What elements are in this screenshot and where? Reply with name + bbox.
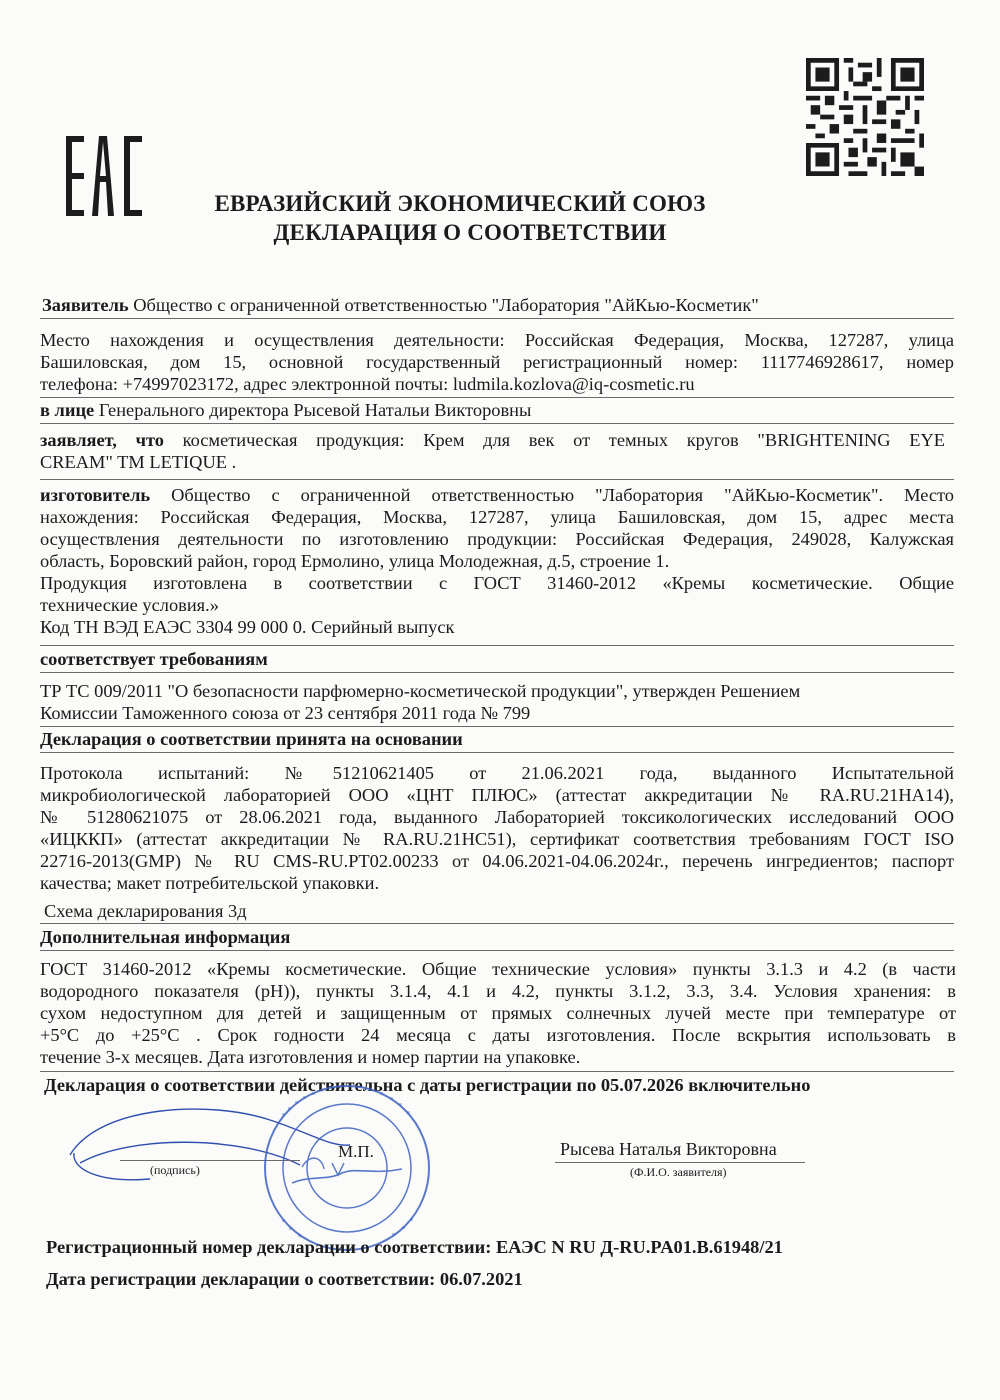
declaration-title: ДЕКЛАРАЦИЯ О СООТВЕТСТВИИ [273, 220, 667, 245]
divider [40, 726, 954, 727]
qr-code [806, 58, 924, 176]
basis-label: Декларация о соответствии принята на основании [40, 729, 463, 749]
signer-name: Рысева Наталья Викторовна [560, 1139, 777, 1159]
divider [40, 950, 954, 951]
registration-date: Дата регистрации декларации о соответствии: 06.07.2021 [46, 1269, 523, 1289]
company-stamp [262, 1083, 432, 1253]
divider [40, 923, 954, 924]
basis-text: Протокола испытаний: №51210621405 от 21.06.2021 года, выданного Испытательной микробиологической лабораторией ООО «ЦНТ ПЛЮС» (аттестат аккредитации № RA.RU.21НА14), № 51280621075 от 28.06.2021 года, выданного Лабораторией токсикологических исследований ООО «ИЦККП» (аттестат аккредитации № RA.RU.21НС51), сертификат соответствия требованиям ГОСТ ISO 22716-2013(GMP) № RU CMS-RU.PT02.00233 от 04.06.2021-04.06.2024г., перечень ингредиентов; паспорт качества; макет потребительской упаковки. [40, 763, 954, 893]
signer-line [555, 1162, 805, 1163]
signature-caption: (подпись) [150, 1163, 200, 1177]
union-title: ЕВРАЗИЙСКИЙ ЭКОНОМИЧЕСКИЙ СОЮЗ [214, 191, 706, 216]
signer-caption: (Ф.И.О. заявителя) [630, 1165, 727, 1179]
divider [40, 479, 954, 480]
divider [40, 423, 954, 424]
requirements-text: ТР ТС 009/2011 "О безопасности парфюмерно-косметической продукции", утвержден Решением Комиссии Таможенного союза от 23 сентября 2011 года № 799 [40, 681, 801, 723]
additional-label: Дополнительная информация [40, 927, 291, 947]
scheme-text: Схема декларирования 3д [44, 901, 247, 921]
person-label: в лице [40, 400, 95, 420]
applicant-address: Место нахождения и осуществления деятельности: Российская Федерация, Москва, 127287, улица Башиловская, дом 15, основной государственный регистрационный номер: 1117746928617, номер телефона: +74997023172, адрес электронной почты: ludmila.kozlova@iq-cosmetic.ru [40, 330, 954, 394]
divider [40, 397, 954, 398]
divider [40, 672, 954, 673]
declares-label: заявляет, что [40, 430, 164, 450]
applicant-name: Общество с ограниченной ответственностью "Лаборатория "АйКью-Косметик" [133, 295, 759, 315]
manufacturer-block: изготовитель Общество с ограниченной ответственностью "Лаборатория "АйКью-Косметик". Место нахождения: Российская Федерация, Москва, 127287, улица Башиловская, дом 15, адрес места осуществления деятельности по изготовлению продукции: Российская Федерация, 249028, Калужская область, Боровский район, город Ермолино, улица Молодежная, д.5, строение 1. Продукция изготовлена в соответствии с ГОСТ 31460-2012 «Кремы косметические. Общие технические условия.» Код ТН ВЭД ЕАЭС 3304 99 000 0. Серийный выпуск [40, 485, 954, 637]
divider [40, 752, 954, 753]
applicant-label: Заявитель [42, 295, 129, 315]
applicant-row [42, 294, 759, 316]
validity-text: Декларация о соответствии действительна с даты регистрации по 05.07.2026 включительно [44, 1075, 811, 1095]
additional-text: ГОСТ 31460-2012 «Кремы косметические. Общие технические условия» пункты 3.1.3 и 4.2 (в части водородного показателя (pH)), пункты 3.1.4, 4.1 и 4.2, пункты 3.1.2, 3.3, 3.4. Условия хранения: в сухом недоступном для детей и защищенным от прямых солнечных лучей месте при температуре от +5°С до +25°С . Срок годности 24 месяца с даты изготовления. После вскрытия использовать в течение 3-х месяцев. Дата изготовления и номер партии на упаковке. [40, 959, 956, 1067]
stamp-label: М.П. [338, 1142, 374, 1161]
declares-block: заявляет, что косметическая продукция: Крем для век от темных кругов "BRIGHTENING EYE CREAM" TM LETIQUE . [40, 430, 945, 472]
requirements-label: соответствует требованиям [40, 649, 268, 669]
divider [40, 645, 954, 646]
person-name: Генерального директора Рысевой Натальи Викторовны [98, 400, 532, 420]
divider [40, 318, 954, 319]
person-row [40, 399, 531, 421]
divider [40, 1071, 954, 1072]
manufacturer-label: изготовитель [40, 485, 151, 505]
registration-number: Регистрационный номер декларации о соответствии: ЕАЭС N RU Д-RU.PA01.B.61948/21 [46, 1237, 783, 1257]
